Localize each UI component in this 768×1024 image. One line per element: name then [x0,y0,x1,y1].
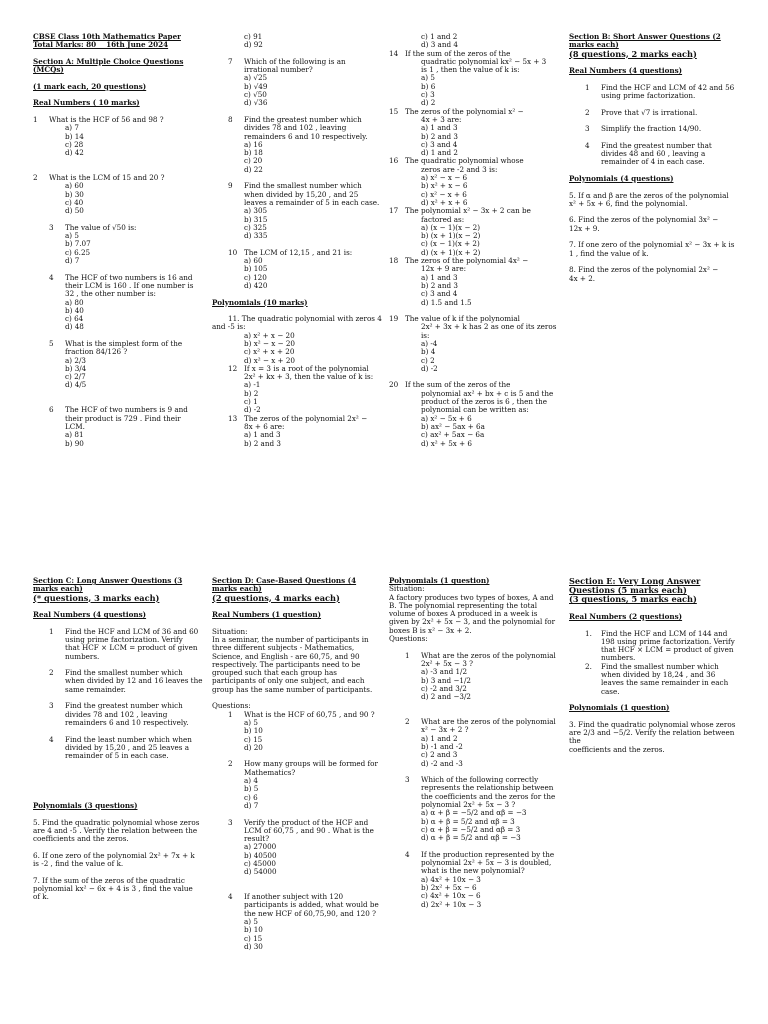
text-line: 1 What is the HCF of 56 and 98 ? [33,114,164,124]
text-line: b) 2 and 3 [389,131,458,141]
text-line: x² − 3x + 2 ? [389,725,469,735]
text-line: b) 7.07 [33,239,91,249]
text-line: same remainder. [33,684,126,694]
section-heading: Polynomials (1 question) [389,577,490,585]
text-line: b) 10 [212,925,263,935]
text-line: c) 28 [33,139,84,149]
text-line: 4 Find the greatest number that [569,140,712,150]
text-line: d) -2 [389,363,438,373]
text-line: 5. If α and β are the zeros of the polynomial [569,190,729,200]
text-line [33,777,209,785]
text-line: 4 Find the least number which when [33,734,192,744]
column-top-1 [33,33,209,448]
text-line: numbers. [33,651,100,661]
text-line: 3 Find the greatest number which [33,701,183,711]
text-line: b) 3 and −1/2 [389,675,471,685]
text-line: x² + 5x + 6, find the polynomial. [569,198,688,208]
section-heading: Real Numbers (4 questions) [33,610,147,620]
text-line: 8 Find the greatest number which [212,114,362,124]
section-heading: Section E: Very Long Answer [569,577,701,586]
text-line: 1 , find the value of k. [569,248,649,258]
column-top-4 [569,33,745,283]
text-line: c) 2 [389,355,435,365]
text-line: In a seminar, the number of participants in [212,634,369,644]
text-line: Questions: [389,634,428,644]
text-line: a) (x − 1)(x − 2) [389,222,481,232]
text-line: 2 Prove that √7 is irrational. [569,107,698,117]
text-line: coefficients and the zeros. [569,744,665,754]
text-line: c) α + β = −5/2 and αβ = 3 [389,824,521,834]
text-line: b) 40 [33,305,84,315]
text-line: using prime factorization. [569,90,696,100]
text-line: 1. Find the HCF and LCM of 144 and [569,628,728,638]
text-line: d) (x + 1)(x + 2) [389,247,481,257]
section-heading: Polynomials (4 questions) [569,173,674,183]
text-line: d) 335 [212,231,268,241]
section-heading: Section D: Case-Based Questions (4 [212,577,357,585]
text-line: a) x² − 5x + 6 [389,413,472,423]
text-line: zeros are -2 and 3 is: [389,164,498,174]
text-line: their LCM is 160 . If one number is [33,280,194,290]
text-line: a) -1 [212,380,261,390]
text-line: 1 Find the HCF and LCM of 36 and 60 [33,626,199,636]
text-line: a) 5 [212,717,258,727]
text-line: b) 14 [33,131,84,141]
text-line: d) x² + 5x + 6 [389,438,473,448]
text-line: 2 How many groups will be formed for [212,759,378,769]
text-line: 15 The zeros of the polynomial x² − [389,106,524,116]
text-line: 4 The HCF of two numbers is 16 and [33,272,193,282]
text-line: b) 2 [212,388,259,398]
text-line: Science, and English - are 60,75, and 90 [212,651,360,661]
text-line: is: [389,330,430,340]
text-line: a) 305 [212,206,268,216]
text-line: case. [569,686,620,696]
text-line [33,157,209,165]
text-line: d) 4/5 [33,380,87,390]
text-line: grouped such that each group has [212,668,337,678]
text-line: c) 6.25 [33,247,91,257]
text-line: b) 105 [212,264,268,274]
text-line: c) 3 [389,90,435,100]
text-line: 7 Which of the following is an [212,56,346,66]
text-line: remainder of 5 in each case. [33,751,169,761]
text-line: leaves a remainder of 5 in each case. [212,197,380,207]
text-line: polynomial can be written as: [389,405,529,415]
text-line: is -2 , find the value of k. [33,859,124,868]
text-line: are 2/3 and −5/2. Verify the relation between the [569,728,737,746]
text-line [33,785,209,793]
text-line: divides 48 and 60 , leaving a [569,149,706,159]
text-line: c) 64 [33,314,84,324]
section-heading: Section C: Long Answer Questions (3 [33,577,183,585]
column-bottom-3 [389,577,565,909]
text-line: d) 22 [212,164,263,174]
text-line: a) 4x² + 10x − 3 [389,874,481,884]
text-line: b) √49 [212,81,268,91]
text-line: 11. The quadratic polynomial with zeros 4 [212,314,382,324]
text-line [33,769,209,777]
text-line: result? [212,834,270,844]
text-line: c) ax² + 5ax − 6a [389,430,485,440]
text-line: b) 4 [389,347,436,357]
text-line: c) 4x² + 10x − 6 [389,891,481,901]
text-line: b) 10 [212,726,263,736]
text-line: d) 7 [33,256,80,266]
text-line: b) α + β = 5/2 and αβ = 3 [389,816,515,826]
text-line: 6. If one zero of the polynomial 2x² + 7x + k [33,850,195,860]
text-line: 2x² + 3x + k has 2 as one of its zeros [389,322,557,332]
text-line: d) 1 and 2 [389,148,458,158]
text-line: a) 1 and 3 [212,430,281,440]
text-line: 12x + 9 are: [389,264,467,274]
section-heading: CBSE Class 10th Mathematics Paper [33,33,181,41]
column-bottom-4 [569,577,745,754]
text-line: b) x² − x − 20 [212,338,296,348]
text-line: 3 Which of the following correctly [389,775,539,785]
text-line: d) 1.5 and 1.5 [389,297,472,307]
text-line: divided by 15,20 , and 25 leaves a [33,742,190,752]
text-line: a) 16 [212,139,263,149]
text-line: d) -2 and -3 [389,758,463,768]
section-heading: marks each) [569,40,619,50]
text-line: c) 3 and 4 [389,139,458,149]
text-line: 4x + 2. [569,273,596,283]
text-line: 17 The polynomial x² − 3x + 2 can be [389,206,531,216]
text-line: 5 What is the simplest form of the [33,338,183,348]
section-heading: Real Numbers ( 10 marks) [33,98,140,108]
text-line: a) 27000 [212,842,277,852]
text-line: a) 7 [33,123,79,133]
text-line: 8. Find the zeros of the polynomial 2x² − [569,265,719,275]
text-line: 5. Find the quadratic polynomial whose zeros [33,817,200,827]
text-line: 7. If the sum of the zeros of the quadratic [33,875,185,885]
text-line: group has the same number of participants. [212,684,373,694]
text-line: a) 4 [212,776,258,786]
section-heading: marks each) [212,584,262,594]
text-line: a) 5 [389,73,435,83]
text-line [389,701,565,709]
text-line: Situation: [212,626,248,636]
text-line: 9 Find the smallest number which [212,181,362,191]
section-heading: Real Numbers (2 questions) [569,611,683,621]
text-line: d) x² − x + 20 [212,355,296,365]
text-line: what is the new polynomial? [389,866,525,876]
text-line: c) 2 and 3 [389,750,458,760]
section-heading: (8 questions, 2 marks each) [569,48,697,59]
text-line: numbers. [569,653,636,663]
text-line: a) x² + x − 20 [212,330,295,340]
section-heading: Section B: Short Answer Questions (2 [569,33,721,41]
text-line: c) -2 and 3/2 [389,683,467,693]
text-line: c) 1 [212,397,258,407]
text-line: 2 Find the smallest number which [33,668,183,678]
text-line: remainders 6 and 10 respectively. [212,131,368,141]
text-line: b) 3/4 [33,363,87,373]
text-line: 7. If one zero of the polynomial x² − 3x + k is [569,240,735,250]
text-line: a) α + β = −5/2 and αβ = −3 [389,808,527,818]
text-line: a) 1 and 2 [389,733,458,743]
section-heading: Questions (5 marks each) [569,585,687,596]
text-line: 2x² + kx + 3, then the value of k is: [212,372,374,382]
text-line: d) x² + x + 6 [389,197,468,207]
text-line: 14 If the sum of the zeros of the [389,48,511,58]
section-heading: Polynomials (10 marks) [212,297,308,307]
text-line: 6. Find the zeros of the polynomial 3x² − [569,215,719,225]
text-line: a) 80 [33,297,84,307]
section-heading: Real Numbers (4 questions) [569,66,683,76]
text-line: B. The polynomial representing the total [389,600,538,610]
text-line: c) √50 [212,90,267,100]
text-line: Questions: [212,701,251,711]
text-line: using prime factorization. Verify [33,634,183,644]
text-line: 20 If the sum of the zeros of the [389,380,511,390]
text-line: 2 What is the LCM of 15 and 20 ? [33,173,165,183]
text-line: remainders 6 and 10 respectively. [33,717,189,727]
text-line: divides 78 and 102 , leaving [212,123,347,133]
text-line: 10 The LCM of 12,15 , and 21 is: [212,247,353,257]
text-line: a) 5 [33,231,79,241]
text-line: a) 60 [33,181,84,191]
text-line: respectively. The participants need to be [212,659,361,669]
text-line: d) 3 and 4 [389,40,458,50]
text-line: d) 42 [33,148,84,158]
section-heading: Total Marks: 80 16th June 2024 [33,40,169,50]
text-line: b) 2 and 3 [212,438,281,448]
text-line: leaves the same remainder in each [569,678,729,688]
text-line: c) x² − x + 6 [389,189,467,199]
text-line: 6 The HCF of two numbers is 9 and [33,405,188,415]
text-line: 32 , the other number is: [33,289,156,299]
text-line: b) -1 and -2 [389,741,463,751]
text-line: a) √25 [212,73,268,83]
text-line: the new HCF of 60,75,90, and 120 ? [212,908,376,918]
text-line: Mathematics? [212,767,296,777]
text-line: participants is added, what would be [212,900,379,910]
text-line: product of the zeros is 6 , then the [389,397,548,407]
text-line: divides 78 and 102 , leaving [33,709,168,719]
text-line: a) 5 [212,917,258,927]
text-line: c) 3 and 4 [389,289,458,299]
text-line: 3 The value of √50 is: [33,222,137,232]
section-heading: (1 mark each, 20 questions) [33,81,147,91]
text-line: 18 The zeros of the polynomial 4x² − [389,256,529,266]
section-heading: Section A: Multiple Choice Questions [33,56,184,66]
text-line: d) √36 [212,98,268,108]
text-line: c) 325 [212,222,267,232]
text-line: 3 Verify the product of the HCF and [212,817,369,827]
text-line: three different subjects - Mathematics, [212,643,355,653]
text-line: polynomial 2x² + 5x − 3 ? [389,800,516,810]
text-line: c) 15 [212,734,263,744]
text-line: b) 40500 [212,850,277,860]
text-line: c) 45000 [212,859,276,868]
text-line: 3. Find the quadratic polynomial whose zeros [569,719,736,729]
text-line: when divided by 15,20 , and 25 [212,189,359,199]
text-line: a) 2/3 [33,355,86,365]
text-line: 16 The quadratic polynomial whose [389,156,524,166]
text-line: that HCF × LCM = product of given [33,643,198,653]
section-heading: (2 questions, 4 marks each) [212,592,340,603]
text-line: b) 30 [33,189,84,199]
section-heading: (MCQs) [33,65,64,75]
text-line: d) 2 [389,98,436,108]
column-top-2 [212,33,388,448]
text-line: and -5 is: [212,322,246,332]
text-line: 1 Find the HCF and LCM of 42 and 56 [569,82,735,92]
text-line: d) 20 [212,742,263,752]
text-line: b) 2x² + 5x − 6 [389,882,477,892]
text-line: b) x² + x − 6 [389,181,468,191]
text-line: 1 What is the HCF of 60,75 , and 90 ? [212,709,375,719]
text-line: remainder of 4 in each case. [569,157,705,167]
text-line [212,877,388,885]
text-line: c) 2/7 [33,372,86,382]
section-heading: Polynomials (1 question) [569,703,670,713]
text-line: b) (x + 1)(x − 2) [389,231,481,241]
text-line: LCM. [33,421,85,431]
text-line: a) 1 and 3 [389,123,458,133]
column-top-3 [389,33,565,448]
text-line: their product is 729 . Find their [33,413,181,423]
text-line: b) 2 and 3 [389,280,458,290]
text-line: d) 92 [212,40,263,50]
text-line: volume of boxes A produced in a week is [389,609,538,619]
text-line: b) 90 [33,438,84,448]
text-line: Situation: [389,584,425,594]
text-line: 2x² + 5x − 3 ? [389,658,474,668]
text-line: quadratic polynomial kx² − 5x + 3 [389,56,547,66]
text-line: coefficients and the zeros. [33,834,129,844]
text-line: a) 81 [33,430,84,440]
text-line: a) 60 [212,256,263,266]
text-line: polynomial ax² + bx + c is 5 and the [389,388,554,398]
text-line: a) 1 and 3 [389,272,458,282]
text-line: the coefficients and the zeros for the [389,791,556,801]
text-line: 2. Find the smallest number which [569,661,719,671]
text-line: b) ax² − 5ax + 6a [389,421,485,431]
text-line: d) 7 [212,800,259,810]
text-line: polynomial 2x² + 5x − 3 is doubled, [389,858,552,868]
text-line: a) -3 and 1/2 [389,667,468,677]
text-line: 4 If the production represented by the [389,849,555,859]
text-line: irrational number? [212,65,313,75]
text-line: participants of only one subject, and each [212,676,365,686]
text-line: c) 15 [212,933,263,943]
text-line: d) 50 [33,206,84,216]
text-line: b) 18 [212,148,263,158]
text-line: factored as: [389,214,465,224]
section-heading: Real Numbers (1 question) [212,610,322,620]
text-line: when divided by 12 and 16 leaves the [33,676,203,686]
text-line: 1 What are the zeros of the polynomial [389,650,556,660]
text-line: LCM of 60,75 , and 90 . What is the [212,825,374,835]
section-heading: (* questions, 3 marks each) [33,592,160,603]
text-line: 3 Simplify the fraction 14/90. [569,124,702,134]
column-bottom-1 [33,577,209,901]
text-line: d) 30 [212,941,263,951]
text-line: polynomial kx² − 6x + 4 is 3 , find the value [33,883,193,893]
text-line [33,390,209,398]
section-heading: (3 questions, 5 marks each) [569,594,697,605]
text-line [33,760,209,768]
text-line: 8x + 6 are: [212,421,285,431]
text-line: d) 2x² + 10x − 3 [389,899,482,909]
text-line: c) 20 [212,156,263,166]
text-line: c) 91 [212,33,263,41]
section-heading: marks each) [33,584,83,594]
text-line: b) 315 [212,214,268,224]
text-line: of k. [33,892,49,902]
text-line: a) -4 [389,338,438,348]
text-line: d) -2 [212,405,261,415]
text-line: is 1 , then the value of k is: [389,65,520,75]
text-line: 4x + 3 are: [389,114,462,124]
text-line: b) 6 [389,81,436,91]
text-line: c) 40 [33,197,84,207]
text-line: 12 If x = 3 is a root of the polynomial [212,363,369,373]
text-line: that HCF × LCM = product of given [569,645,734,655]
text-line: 2 What are the zeros of the polynomial [389,717,556,727]
text-line: d) 54000 [212,867,277,877]
text-line: A factory produces two types of boxes, A and [389,592,554,602]
text-line: are 4 and -5 . Verify the relation between the [33,825,198,835]
text-line: d) 420 [212,280,268,290]
text-line: 13 The zeros of the polynomial 2x² − [212,413,368,423]
text-line: c) 6 [212,792,258,802]
text-line: 4 If another subject with 120 [212,892,344,902]
text-line: when divided by 18,24 , and 36 [569,669,716,679]
text-line: c) 120 [212,272,267,282]
text-line: given by 2x² + 5x − 3, and the polynomial for [389,617,556,627]
text-line: a) x² − x − 6 [389,173,468,183]
text-line: d) 2 and −3/2 [389,692,471,702]
text-line: represents the relationship between [389,783,554,793]
text-line: c) x² + x + 20 [212,347,295,357]
text-line: d) 48 [33,322,84,332]
text-line: c) 1 and 2 [389,33,458,41]
text-line: b) 5 [212,784,259,794]
column-bottom-2 [212,577,388,951]
text-line: d) α + β = 5/2 and αβ = −3 [389,833,521,843]
text-line: 12x + 9. [569,223,600,233]
text-line: 198 using prime factorization. Verify [569,636,735,646]
text-line: 19 The value of k if the polynomial [389,314,520,324]
text-line: boxes B is x² − 3x + 2. [389,625,472,635]
text-line: c) (x − 1)(x + 2) [389,239,480,249]
text-line: fraction 84/126 ? [33,347,128,357]
section-heading: Polynomials (3 questions) [33,800,138,810]
